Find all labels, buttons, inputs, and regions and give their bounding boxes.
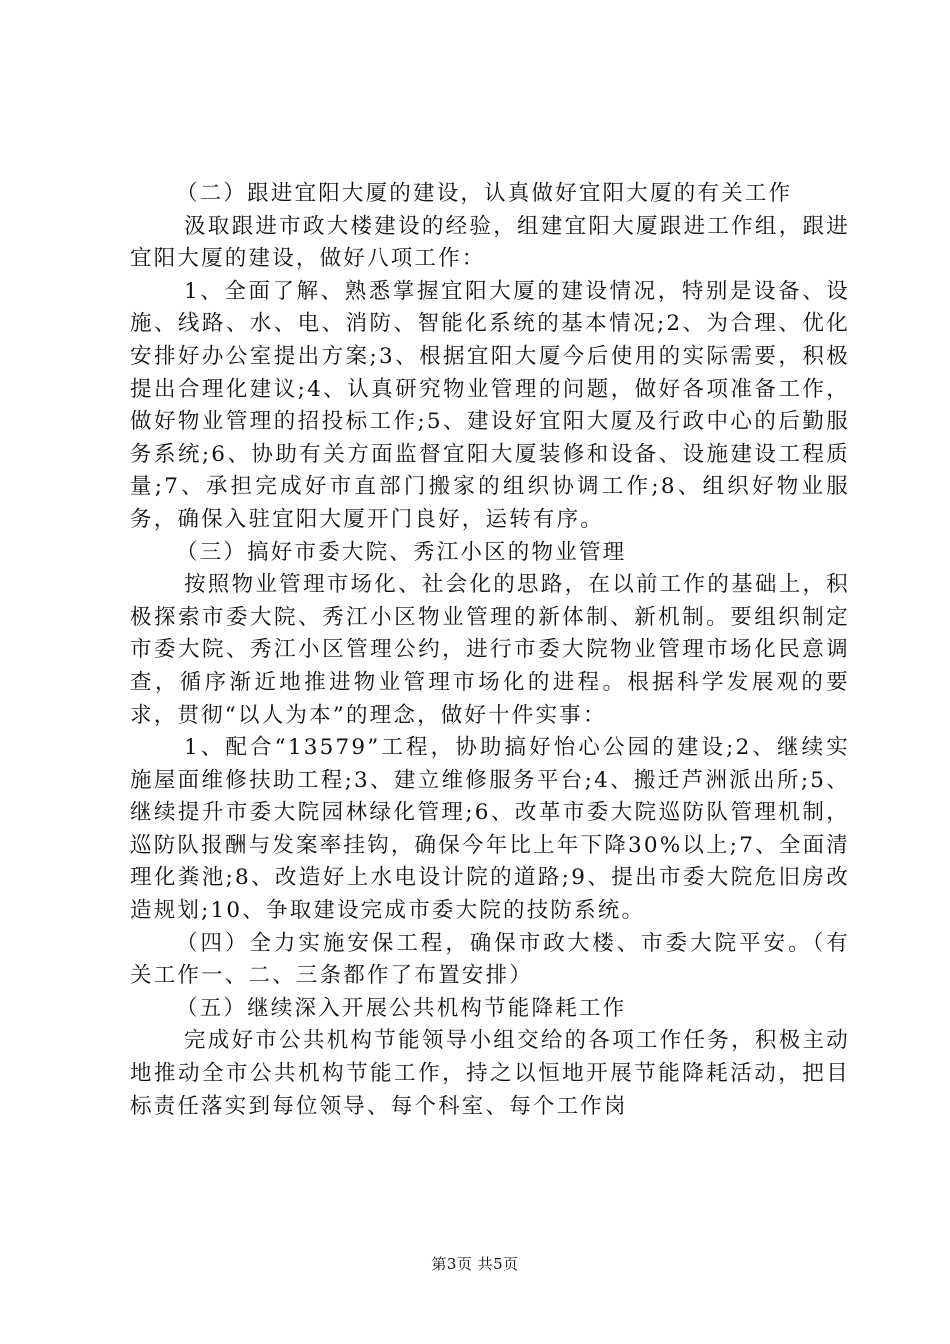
paragraph-items-3: 1、配合“13579”工程，协助搞好怡心公园的建设;2、继续实施屋面维修扶助工程;3、建立维修服务平台;4、搬迁芦洲派出所;5、继续提升市委大院园林绿化管理;6、改革市委大院巡防队管理机制，巡防队报酬与发案率挂钩，确保今年比上年下降30%以上;7、全面清理化粪池;8、改造好上水电设计院的道路;9、提出市委大院危旧房改造规划;10、争取建设完成市委大院的技防系统。 [130, 735, 850, 924]
page-footer: 第3页 共5页 [431, 1255, 519, 1273]
paragraph-intro-5: 完成好市公共机构节能领导小组交给的各项工作任务，积极主动地推动全市公共机构节能工作，持之以恒地开展节能降耗活动，把目标责任落实到每位领导、每个科室、每个工作岗 [130, 1028, 850, 1119]
section-heading-5: （五）继续深入开展公共机构节能降耗工作 [176, 995, 627, 1021]
section-heading-2: （二）跟进宜阳大厦的建设，认真做好宜阳大厦的有关工作 [176, 181, 793, 206]
paragraph-intro-2: 汲取跟进市政大楼建设的经验，组建宜阳大厦跟进工作组，跟进宜阳大厦的建设，做好八项工作： [130, 213, 850, 272]
paragraph-intro-3: 按照物业管理市场化、社会化的思路，在以前工作的基础上，积极探索市委大院、秀江小区物业管理的新体制、新机制。要组织制定市委大院、秀江小区管理公约，进行市委大院物业管理市场化民意调查，循序渐近地推进物业管理市场化的进程。根据科学发展观的要求，贯彻“以人为本”的理念，做好十件实事： [130, 572, 850, 728]
document-body [130, 178, 850, 1123]
paragraph-items-2: 1、全面了解、熟悉掌握宜阳大厦的建设情况，特别是设备、设施、线路、水、电、消防、智能化系统的基本情况;2、为合理、优化安排好办公室提出方案;3、根据宜阳大厦今后使用的实际需要，积极提出合理化建议;4、认真研究物业管理的问题，做好各项准备工作，做好物业管理的招投标工作;5、建设好宜阳大厦及行政中心的后勤服务系统;6、协助有关方面监督宜阳大厦装修和设备、设施建设工程质量;7、承担完成好市直部门搬家的组织协调工作;8、组织好物业服务，确保入驻宜阳大厦开门良好，运转有序。 [130, 278, 850, 532]
section-heading-3: （三）搞好市委大院、秀江小区的物业管理 [176, 539, 627, 565]
section-heading-4: （四）全力实施安保工程，确保市政大楼、市委大院平安。（有关工作一、二、三条都作了布置安排） [130, 930, 850, 989]
